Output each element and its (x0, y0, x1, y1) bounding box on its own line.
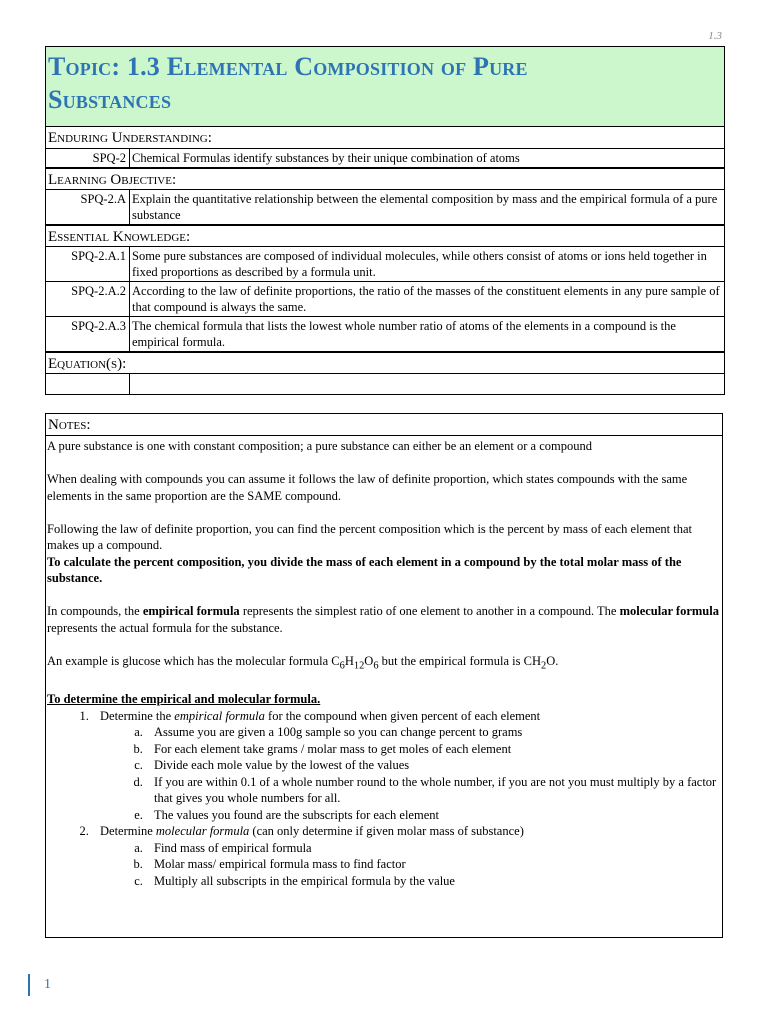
enduring-text: Chemical Formulas identify substances by their unique combination of atoms (132, 151, 520, 165)
equations-code (46, 374, 130, 394)
text-run: but the empirical formula is CH (378, 653, 541, 668)
notes-heading: Notes: (46, 414, 722, 436)
topic-title-line1: Topic: 1.3 Elemental Composition of Pure (48, 52, 528, 81)
list-item: e. The values you found are the subscripts for each element (146, 807, 721, 824)
text-run: Determine (100, 824, 156, 838)
objective-text: Explain the quantitative relationship between the elemental composition by mass and the empirical formula of a pure substance (132, 192, 718, 222)
enduring-understanding-heading: Enduring Understanding: (46, 127, 724, 149)
topic-title (46, 47, 724, 127)
notes-paragraph: A pure substance is one with constant composition; a pure substance can either be an element or a compound (47, 439, 592, 453)
knowledge-row (46, 247, 724, 282)
text-run: H (344, 653, 354, 668)
enduring-row (46, 149, 724, 168)
text-run: An example is glucose which has the molecular formula C (47, 653, 340, 668)
molecular-formula-term: molecular formula (619, 604, 719, 618)
text-run: represents the simplest ratio of one element to another in a compound. The (239, 604, 620, 618)
knowledge-text: Some pure substances are composed of individual molecules, while others consist of atoms or ions held together in fixed proportions as described by a formula unit. (132, 249, 707, 279)
list-item: d. If you are within 0.1 of a whole number round to the whole number, if you are not you must multiply by a factor that gives you whole numbers for all. (146, 774, 721, 807)
subscript: 6 (373, 660, 379, 671)
notes-box (45, 413, 723, 938)
notes-paragraph: When dealing with compounds you can assume it follows the law of definite proportion, which states compounds with the same elements in the same proportion are the SAME compound. (47, 472, 688, 503)
procedure-heading: To determine the empirical and molecular formula. (47, 692, 321, 706)
page-number: 1 (28, 974, 51, 996)
equations-heading: Equation(s): (46, 352, 724, 374)
notes-paragraph-formulas (47, 603, 721, 636)
essential-knowledge-heading: Essential Knowledge: (46, 225, 724, 247)
equations-row (46, 374, 724, 394)
equations-text (130, 374, 724, 394)
sub-list (100, 840, 721, 890)
text-run: In compounds, the (47, 604, 143, 618)
emphasis: molecular formula (155, 824, 250, 838)
subscript: 2 (540, 660, 547, 671)
objective-code: SPQ-2.A (46, 190, 130, 224)
knowledge-row (46, 317, 724, 352)
text-run: (can only determine if given molar mass of substance) (249, 824, 524, 838)
empirical-formula-term: empirical formula (142, 604, 240, 618)
list-item: c. Divide each mole value by the lowest of the values (146, 757, 721, 774)
list-item: b. Molar mass/ empirical formula mass to find factor (146, 856, 721, 873)
page-marker: 1.3 (708, 30, 722, 42)
knowledge-code: SPQ-2.A.3 (46, 317, 130, 351)
enduring-code: SPQ-2 (46, 149, 130, 167)
knowledge-text: The chemical formula that lists the lowest whole number ratio of atoms of the elements in a compound is the empirical formula. (132, 319, 676, 349)
notes-paragraph: Following the law of definite proportion, you can find the percent composition which is the percent by mass of each element that makes up a compound. (47, 521, 692, 552)
knowledge-text: According to the law of definite proportions, the ratio of the masses of the constituent elements in any pure sample of that compound is always the same. (132, 284, 720, 314)
text-run: O (364, 653, 374, 668)
text-run: for the compound when given percent of each element (264, 708, 541, 723)
text-run: represents the actual formula for the substance. (47, 620, 283, 635)
topic-title-line2: Substances (48, 85, 172, 114)
notes-body (46, 436, 722, 889)
learning-objective-heading: Learning Objective: (46, 168, 724, 190)
knowledge-row (46, 282, 724, 317)
sub-list (100, 724, 721, 823)
notes-bold-paragraph: To calculate the percent composition, you divide the mass of each element in a compound by the total molar mass of the substance. (47, 554, 682, 585)
notes-paragraph-glucose (47, 653, 721, 675)
text-run: Determine the (100, 708, 175, 723)
list-item (92, 823, 721, 889)
list-item: b. For each element take grams / molar mass to get moles of each element (146, 741, 721, 758)
subscript: 12 (353, 660, 365, 671)
objective-row (46, 190, 724, 225)
list-item: c. Multiply all subscripts in the empirical formula by the value (146, 873, 721, 890)
topic-table (45, 46, 725, 395)
subscript: 6 (339, 660, 345, 671)
list-item (92, 708, 721, 824)
procedure-list (47, 708, 721, 890)
text-run: O. (546, 653, 559, 668)
list-item: a. Find mass of empirical formula (146, 840, 721, 857)
list-item: a. Assume you are given a 100g sample so you can change percent to grams (146, 724, 721, 741)
emphasis: empirical formula (174, 708, 265, 723)
knowledge-code: SPQ-2.A.1 (46, 247, 130, 281)
knowledge-code: SPQ-2.A.2 (46, 282, 130, 316)
